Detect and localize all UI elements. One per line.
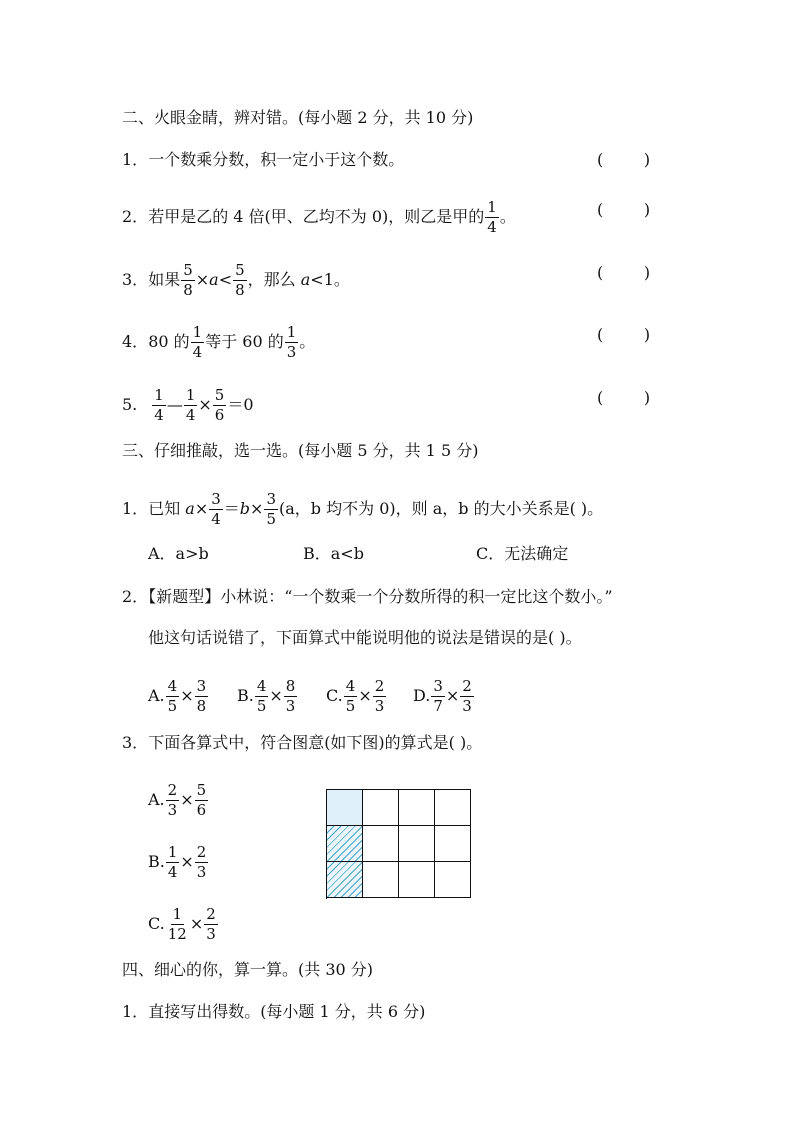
option-c[interactable]: C．无法确定 [476, 544, 569, 563]
answer-blank[interactable]: ( ) [597, 388, 651, 407]
times-sign: × [198, 395, 212, 414]
times-sign: × [250, 499, 264, 518]
numerator: 1 [192, 323, 203, 341]
q-number: 5. [122, 395, 138, 414]
fraction [166, 907, 189, 942]
q-number: 2． [122, 587, 149, 606]
times-sign: × [189, 914, 204, 933]
numerator: 4 [345, 677, 356, 695]
times-sign: × [358, 686, 372, 705]
q2-3 [122, 263, 350, 298]
q-number: 1． [122, 150, 149, 169]
q-text-end: <1。 [310, 270, 350, 289]
answer-blank[interactable]: ( ) [597, 263, 651, 282]
times-sign: × [180, 790, 194, 809]
numerator: 1 [167, 843, 178, 861]
section-4-title: 四、细心的你，算一算。(共 30 分) [122, 960, 374, 979]
fraction [460, 679, 474, 714]
denominator: 3 [462, 697, 472, 715]
option-a[interactable]: A．a>b [148, 544, 209, 563]
numerator: 2 [462, 677, 472, 695]
denominator: 8 [183, 281, 193, 299]
option-label: B. [148, 852, 165, 871]
fraction-grid-figure [326, 789, 471, 899]
option-b[interactable]: B．a<b [303, 544, 364, 563]
numerator: 5 [196, 781, 207, 799]
numerator: 3 [196, 677, 207, 695]
denominator: 6 [214, 406, 225, 424]
numerator: 2 [196, 843, 207, 861]
q-text: 【新题型】小林说：“一个数乘一个分数所得的积一定比这个数小。” [148, 587, 613, 606]
times-sign: × [180, 686, 194, 705]
denominator: 4 [192, 343, 203, 361]
times-sign: × [194, 499, 209, 518]
q-number: 3． [122, 733, 149, 752]
q-text: 80 的 [148, 332, 190, 351]
q-text: (a，b 均不为 0)，则 a，b 的大小关系是( )。 [279, 499, 604, 518]
q2-4 [122, 325, 315, 360]
q-number: 3． [122, 270, 149, 289]
grid-cell [363, 826, 399, 862]
option-c[interactable] [326, 679, 387, 714]
q-number: 1． [122, 499, 149, 518]
fraction [485, 200, 499, 235]
grid-cell [399, 790, 435, 826]
fraction [204, 907, 218, 942]
fraction [373, 679, 387, 714]
option-a[interactable] [148, 679, 209, 714]
numerator: 3 [211, 490, 221, 508]
numerator: 4 [167, 677, 178, 695]
denominator: 12 [167, 925, 187, 943]
fraction [233, 263, 247, 298]
denominator: 4 [211, 510, 221, 528]
fraction [166, 783, 180, 818]
times-sign: × [445, 686, 460, 705]
denominator: 5 [167, 697, 178, 715]
q3-1 [122, 492, 603, 527]
section-2-title: 二、火眼金睛，辨对错。(每小题 2 分，共 10 分) [122, 108, 474, 127]
option-b[interactable] [237, 679, 298, 714]
fraction [181, 263, 195, 298]
variable-a: a [300, 270, 311, 289]
numerator: 1 [286, 323, 297, 341]
denominator: 6 [196, 801, 207, 819]
grid-cell [435, 862, 471, 898]
numerator: 5 [214, 386, 225, 404]
less-than-sign: < [218, 270, 233, 289]
fraction [152, 388, 166, 423]
fraction [264, 492, 278, 527]
denominator: 5 [345, 697, 356, 715]
grid-cell [399, 862, 435, 898]
q-text-end: 。 [299, 332, 316, 351]
denominator: 3 [206, 925, 216, 943]
denominator: 5 [256, 697, 267, 715]
denominator: 4 [154, 406, 164, 424]
fraction [191, 325, 205, 360]
option-c[interactable] [148, 907, 219, 942]
q-text: 等于 60 的 [205, 332, 284, 351]
denominator: 8 [235, 281, 245, 299]
denominator: 4 [487, 218, 497, 236]
fraction [213, 388, 227, 423]
denominator: 5 [266, 510, 276, 528]
numerator: 1 [172, 905, 183, 923]
option-label: C. [148, 914, 165, 933]
grid-cell-shaded [327, 790, 363, 826]
denominator: 4 [185, 406, 196, 424]
q-text: 已知 [148, 499, 186, 518]
option-label: D. [413, 686, 431, 705]
times-sign: × [180, 852, 194, 871]
q-text-end: 。 [499, 207, 516, 226]
grid-cell [363, 790, 399, 826]
q-text: 下面各算式中，符合图意(如下图)的算式是( )。 [148, 733, 483, 752]
numerator: 2 [167, 781, 178, 799]
q2-1 [122, 150, 404, 170]
denominator: 8 [196, 697, 207, 715]
fraction [166, 679, 180, 714]
variable-a: a [185, 499, 195, 518]
grid-cell [363, 862, 399, 898]
option-label: B. [237, 686, 254, 705]
q2-5 [122, 388, 254, 423]
q2-2 [122, 200, 516, 235]
grid-cell [399, 826, 435, 862]
variable-a: a [209, 270, 219, 289]
option-label: A. [148, 790, 165, 809]
numerator: 1 [185, 386, 196, 404]
numerator: 4 [256, 677, 267, 695]
q3-2 [122, 587, 613, 607]
denominator: 4 [167, 863, 178, 881]
section-3-title: 三、仔细推敲，选一选。(每小题 5 分，共 1 5 分) [122, 441, 479, 460]
option-d[interactable] [413, 679, 475, 714]
numerator: 5 [235, 261, 245, 279]
q3-3 [122, 733, 482, 753]
fraction [195, 783, 209, 818]
numerator: 5 [183, 261, 193, 279]
q-text: ，那么 [247, 270, 301, 289]
denominator: 3 [196, 863, 207, 881]
fraction [184, 388, 198, 423]
numerator: 1 [154, 386, 164, 404]
q4-1 [122, 1002, 425, 1022]
q-text: 如果 [148, 270, 181, 289]
q3-2-line2: 他这句话说错了，下面算式中能说明他的说法是错误的是( )。 [148, 628, 582, 647]
answer-blank[interactable]: ( ) [597, 325, 651, 344]
fraction [284, 679, 298, 714]
equals-zero: ＝0 [227, 395, 254, 414]
q-text: 若甲是乙的 4 倍(甲、乙均不为 0)，则乙是甲的 [148, 207, 485, 226]
times-sign: × [195, 270, 210, 289]
times-sign: × [269, 686, 283, 705]
fraction [431, 679, 445, 714]
answer-blank[interactable]: ( ) [597, 200, 651, 219]
q-number: 1． [122, 1002, 149, 1021]
numerator: 2 [206, 905, 216, 923]
grid-cell-hatched [327, 862, 363, 898]
variable-b: b [239, 499, 251, 518]
numerator: 3 [266, 490, 276, 508]
equals-sign: ＝ [223, 499, 240, 518]
q-number: 4． [122, 332, 149, 351]
q-text: 直接写出得数。(每小题 1 分，共 6 分) [148, 1002, 426, 1021]
denominator: 3 [374, 697, 385, 715]
option-b[interactable] [148, 845, 209, 880]
denominator: 3 [286, 343, 297, 361]
q-number: 2． [122, 207, 149, 226]
grid-cell [435, 826, 471, 862]
fraction [209, 492, 223, 527]
minus-sign: — [166, 395, 183, 414]
fraction [195, 845, 209, 880]
option-a[interactable] [148, 783, 209, 818]
numerator: 2 [374, 677, 385, 695]
fraction [344, 679, 358, 714]
option-label: C. [326, 686, 343, 705]
fraction [166, 845, 180, 880]
denominator: 7 [433, 697, 443, 715]
fraction [255, 679, 269, 714]
fraction [195, 679, 209, 714]
numerator: 1 [487, 198, 497, 216]
fraction [285, 325, 299, 360]
numerator: 3 [433, 677, 443, 695]
option-label: A. [148, 686, 165, 705]
grid-cell-hatched [327, 826, 363, 862]
denominator: 3 [167, 801, 178, 819]
numerator: 8 [285, 677, 296, 695]
grid-cell [435, 790, 471, 826]
answer-blank[interactable]: ( ) [597, 150, 651, 169]
q-text: 一个数乘分数，积一定小于这个数。 [148, 150, 405, 169]
denominator: 3 [285, 697, 296, 715]
